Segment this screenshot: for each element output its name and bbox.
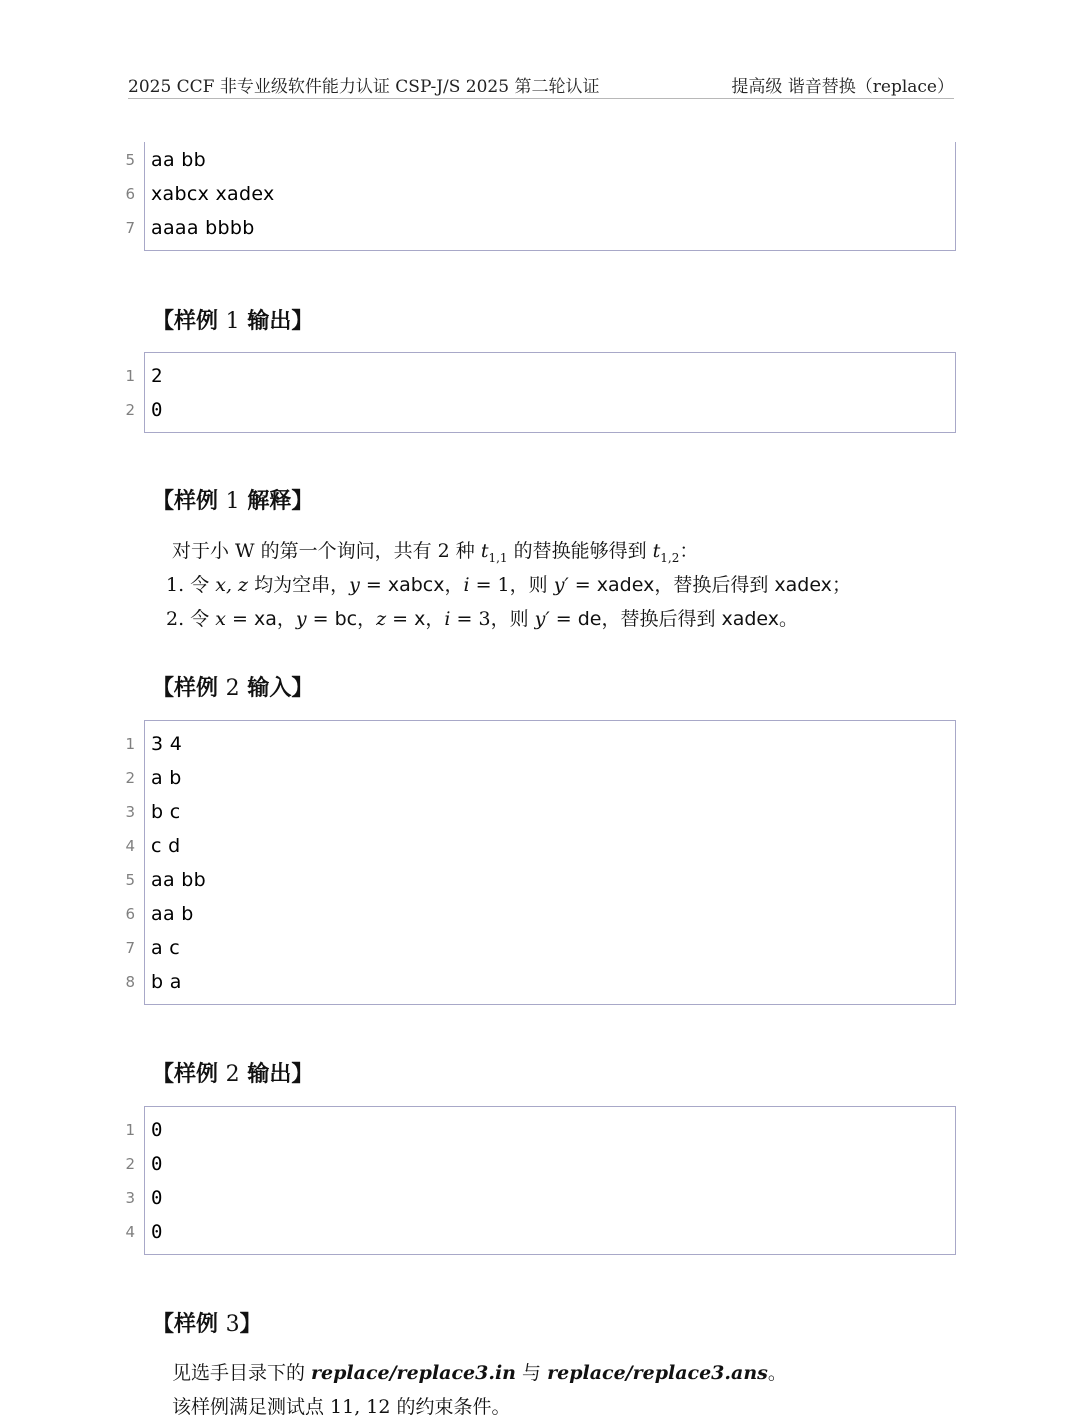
line-text: 0 — [151, 1221, 163, 1243]
sample1-input-codebox — [125, 142, 956, 251]
input-file-name: replace/replace3.in — [311, 1362, 516, 1384]
explain-item-2: 2. 令 x = xa，y = bc，z = x，i = 3，则 y′ = de，替换后得到 xadex。 — [166, 608, 799, 630]
header-contest-title: 2025 CCF 非专业级软件能力认证 CSP-J/S 2025 第二轮认证 — [128, 77, 600, 97]
line-number: 5 — [125, 151, 135, 169]
line-number: 4 — [125, 837, 135, 855]
explain-intro: 对于小 W 的第一个询问，共有 2 种 $t_{1,1}$ 的替换能够得到 $t_{1,2}$： — [172, 540, 699, 565]
line-text: 0 — [151, 1153, 163, 1175]
line-text: a b — [151, 767, 182, 789]
explain-item-1: 1. 令 x, z 均为空串，y = xabcx，i = 1，则 y′ = xadex，替换后得到 xadex； — [166, 574, 851, 596]
line-text: aaaa bbbb — [151, 217, 255, 239]
line-text: b c — [151, 801, 181, 823]
page-header — [128, 70, 954, 99]
sample2-input-heading: 【样例 2 输入】 — [152, 676, 314, 701]
line-number: 5 — [125, 871, 135, 889]
line-number: 7 — [125, 939, 135, 957]
sample3-heading: 【样例 3】 — [152, 1312, 262, 1337]
line-number: 7 — [125, 219, 135, 237]
line-number: 1 — [125, 735, 135, 753]
line-text: aa bb — [151, 869, 206, 891]
line-number: 1 — [125, 367, 135, 385]
line-text: 3 4 — [151, 733, 183, 755]
line-text: a c — [151, 937, 181, 959]
line-text: c d — [151, 835, 181, 857]
line-number: 1 — [125, 1121, 135, 1139]
line-number: 2 — [125, 401, 135, 419]
line-text: b a — [151, 971, 182, 993]
line-text: 0 — [151, 1187, 163, 1209]
line-number: 4 — [125, 1223, 135, 1241]
sample2-input-codebox — [125, 720, 956, 1005]
sample3-files-line: 见选手目录下的 replace/replace3.in 与 replace/replace3.ans。 — [172, 1362, 787, 1384]
line-text: aa bb — [151, 149, 206, 171]
header-problem-title: 提高级 谐音替换（replace） — [731, 77, 954, 97]
line-number: 3 — [125, 1189, 135, 1207]
sample1-explain-heading: 【样例 1 解释】 — [152, 489, 314, 514]
line-number: 6 — [125, 905, 135, 923]
sample1-output-codebox — [125, 352, 956, 433]
sample3-constraint-line: 该样例满足测试点 11, 12 的约束条件。 — [172, 1396, 511, 1418]
line-text: 2 — [151, 365, 163, 387]
line-number: 8 — [125, 973, 135, 991]
line-text: 0 — [151, 399, 163, 421]
sample1-output-heading: 【样例 1 输出】 — [152, 309, 314, 334]
line-number: 2 — [125, 769, 135, 787]
line-number: 6 — [125, 185, 135, 203]
line-text: 0 — [151, 1119, 163, 1141]
sample2-output-codebox — [125, 1106, 956, 1255]
answer-file-name: replace/replace3.ans — [547, 1362, 768, 1384]
sample2-output-heading: 【样例 2 输出】 — [152, 1062, 314, 1087]
line-text: aa b — [151, 903, 194, 925]
line-number: 2 — [125, 1155, 135, 1173]
line-text: xabcx xadex — [151, 183, 275, 205]
line-number: 3 — [125, 803, 135, 821]
